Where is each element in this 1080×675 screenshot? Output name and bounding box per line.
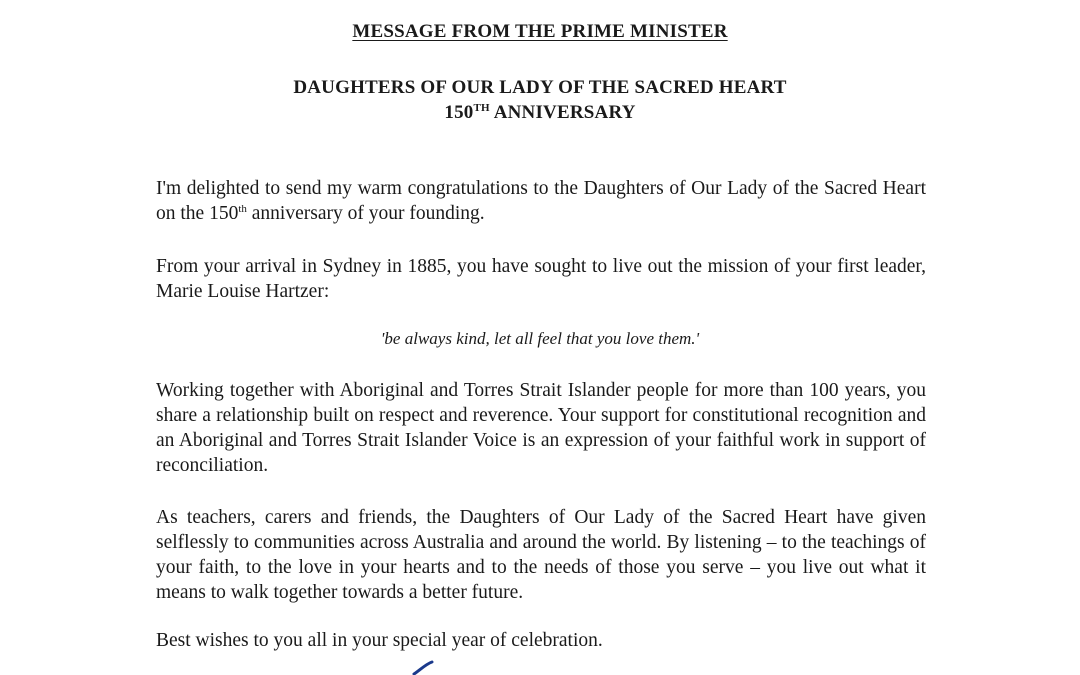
organisation-heading: DAUGHTERS OF OUR LADY OF THE SACRED HEART — [293, 77, 787, 98]
anniversary-heading — [0, 102, 1080, 124]
paragraph-service: As teachers, carers and friends, the Daughters of Our Lady of the Sacred Heart have given selflessly to communities across Australia and around the world. By listening – to the teachings of your faith, to the love in your hearts and to the needs of those you serve – you live out what it means to walk together towards a better future. — [156, 507, 926, 603]
paragraph-reconciliation: Working together with Aboriginal and Torres Strait Islander people for more than 100 years, you share a relationship built on respect and reverence. Your support for constitutional recognition and an Aboriginal and Torres Strait Islander Voice is an expression of your faithful work in support of reconciliation. — [156, 380, 926, 476]
paragraph-congratulations — [156, 176, 926, 226]
document-title — [0, 21, 1080, 43]
paragraph-congratulations-end: anniversary of your founding. — [246, 203, 485, 224]
anniversary-suffix: TH — [473, 102, 490, 114]
anniversary-word: ANNIVERSARY — [493, 102, 636, 123]
founder-quote: 'be always kind, let all feel that you love them.' — [380, 329, 700, 348]
paragraph-closing: Best wishes to you all in your special year of celebration. — [156, 630, 603, 651]
paragraph-arrival: From your arrival in Sydney in 1885, you have sought to live out the mission of your first leader, Marie Louise Hartzer: — [156, 256, 926, 302]
paragraph-congratulations-start: I'm delighted to send my warm congratulations to the Daughters of Our Lady of the Sacred Heart on the 150 — [156, 178, 926, 224]
signature-mark — [410, 660, 450, 675]
document-title-text: MESSAGE FROM THE PRIME MINISTER — [352, 21, 728, 42]
ordinal-suffix: th — [238, 203, 247, 215]
anniversary-number: 150 — [444, 102, 474, 123]
